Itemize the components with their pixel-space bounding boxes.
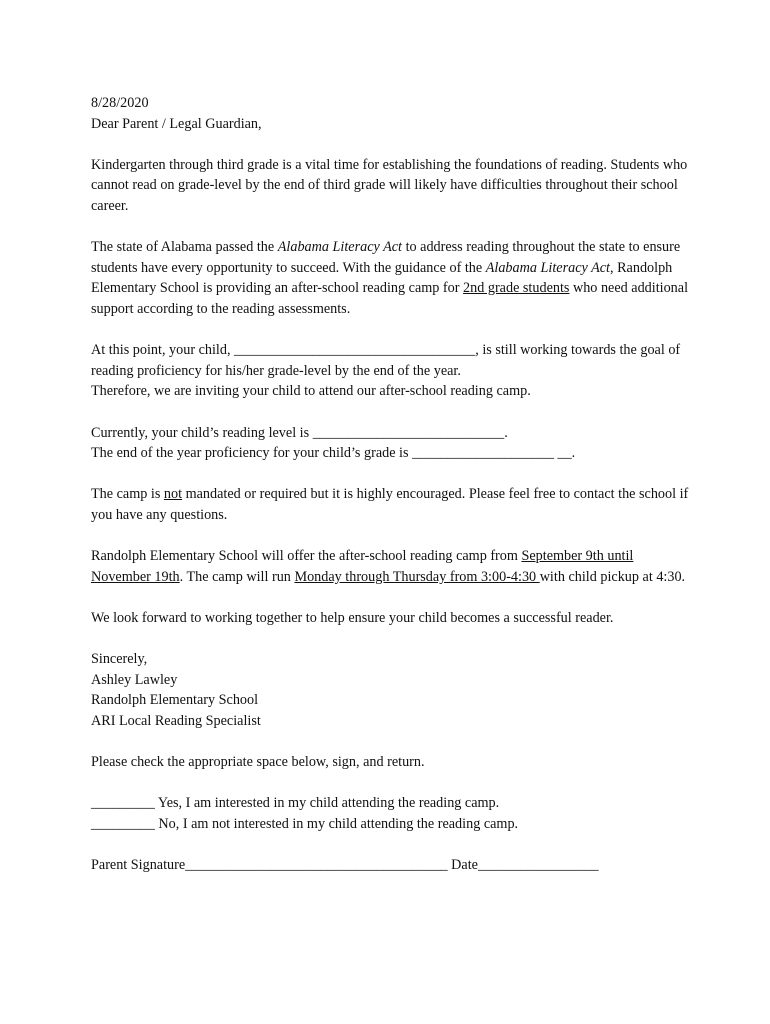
grade-students: 2nd grade students (463, 280, 570, 297)
signer-title: ARI Local Reading Specialist (91, 712, 261, 729)
paragraph-closing-remark: We look forward to working together to help ensure your child becomes a successful reader. (91, 609, 614, 626)
not-emphasis: not (163, 486, 183, 503)
act-name-1: Alabama Literacy Act (277, 239, 403, 256)
paragraph-schedule (91, 546, 691, 587)
reading-level-line: Currently, your child’s reading level is ___________________________. (91, 424, 508, 441)
para6-text-3: with child pickup at 4:30. (539, 568, 686, 585)
camp-schedule: Monday through Thursday from 3:00-4:30 (294, 568, 540, 585)
signer-school: Randolph Elementary School (91, 692, 259, 709)
para5-text-1: The camp is (91, 486, 164, 503)
salutation: Dear Parent / Legal Guardian, (91, 115, 262, 132)
paragraph-child-line1: At this point, your child, __________________________________, is still working towards the goal of reading proficiency for his/her grade-level by the end of the year. (91, 342, 681, 379)
paragraph-literacy-act (91, 237, 691, 319)
signer-name: Ashley Lawley (91, 671, 178, 688)
option-no: _________ No, I am not interested in my child attending the reading camp. (91, 815, 519, 832)
signature-date-line: Parent Signature_____________________________________ Date_________________ (91, 856, 599, 873)
option-yes: _________ Yes, I am interested in my child attending the reading camp. (91, 795, 500, 812)
para2-text-3: , Randolph Elementary School is providing an after-school reading camp for (91, 259, 673, 297)
paragraph-child-line2: Therefore, we are inviting your child to attend our after-school reading camp. (91, 383, 531, 400)
para2-text-4: who need additional support according to the reading assessments. (91, 280, 689, 317)
para6-text-2: . The camp will run (179, 568, 295, 585)
para2-text-1: The state of Alabama passed the (91, 239, 278, 256)
para6-text-1: Randolph Elementary School will offer the after-school reading camp from (91, 548, 522, 565)
para2-text-2: to address reading throughout the state to ensure students have every opportunity to succeed. With the guidance of the (91, 239, 681, 276)
paragraph-not-mandated (91, 484, 691, 525)
paragraph-intro: Kindergarten through third grade is a vital time for establishing the foundations of reading. Students who cannot read on grade-level by the end of third grade will likely have difficulties throughout their school career. (91, 156, 688, 214)
letter-body (91, 93, 691, 876)
camp-dates: September 9th until November 19th (91, 548, 634, 585)
return-instructions: Please check the appropriate space below, sign, and return. (91, 754, 425, 770)
closing-sincerely: Sincerely, (91, 651, 148, 668)
para5-text-2: mandated or required but it is highly encouraged. Please feel free to contact the school if you have any questions. (91, 486, 689, 523)
act-name-2: Alabama Literacy Act (485, 259, 610, 276)
letter-date: 8/28/2020 (91, 95, 149, 111)
proficiency-line: The end of the year proficiency for your child’s grade is ____________________ __. (91, 445, 576, 462)
